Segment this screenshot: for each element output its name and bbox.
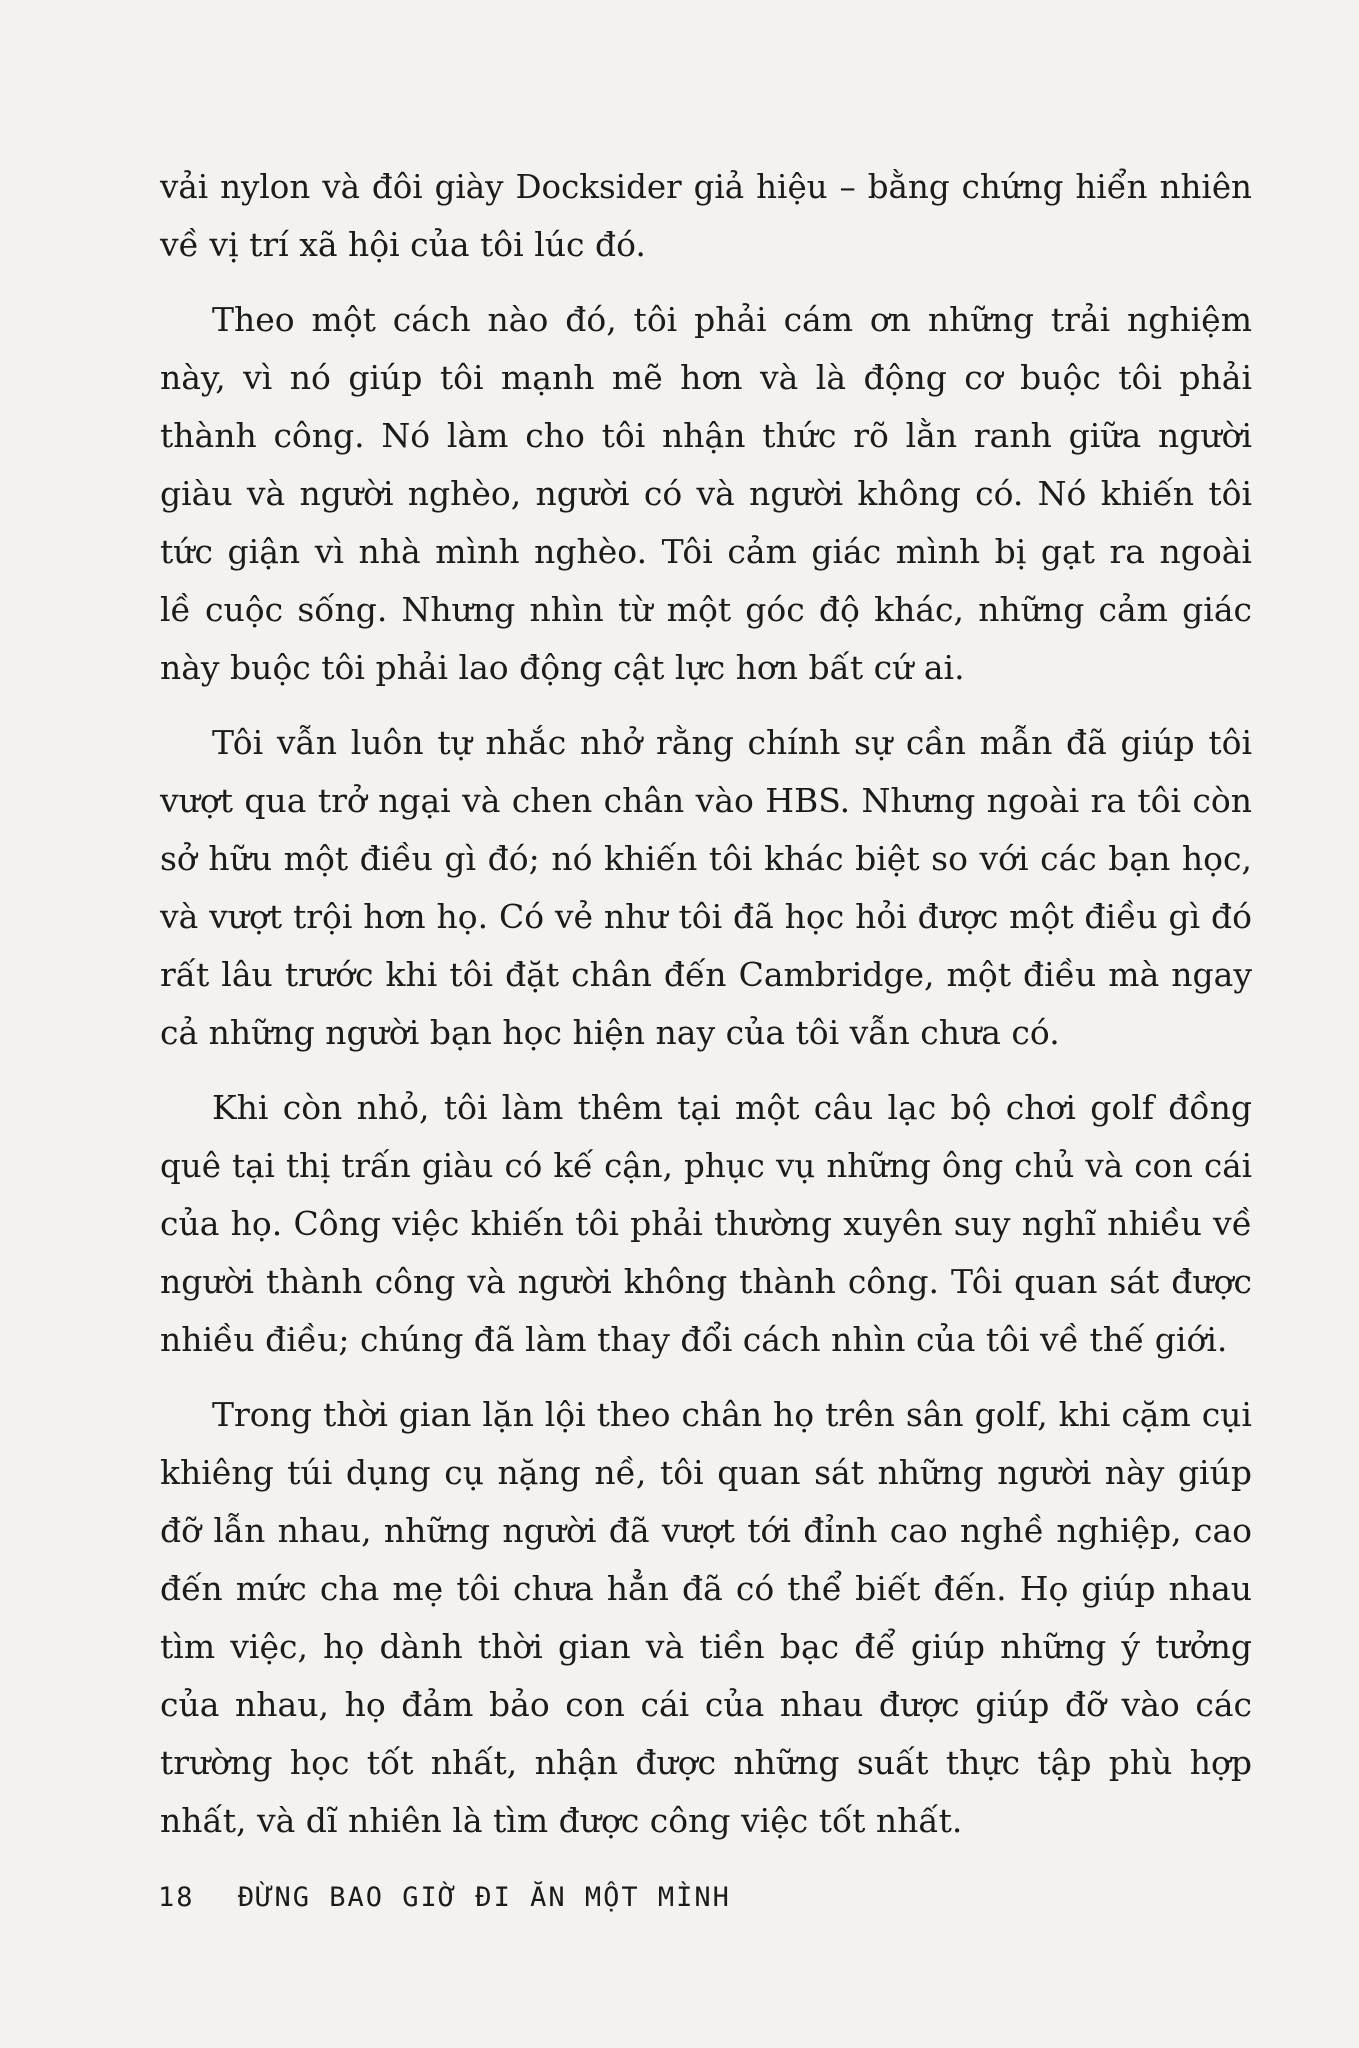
text-line: nhiều điều; chúng đã làm thay đổi cách nhìn của tôi về thế giới. xyxy=(160,1320,1228,1359)
text-line: Khi còn nhỏ, tôi làm thêm tại một câu lạc bộ chơi golf đồng xyxy=(212,1088,1252,1127)
text-line: nhất, và dĩ nhiên là tìm được công việc tốt nhất. xyxy=(160,1801,963,1840)
text-line: người thành công và người không thành công. Tôi quan sát được xyxy=(160,1262,1252,1301)
text-line: này, vì nó giúp tôi mạnh mẽ hơn và là động cơ buộc tôi phải xyxy=(160,358,1252,397)
text-line: của họ. Công việc khiến tôi phải thường xuyên suy nghĩ nhiều về xyxy=(160,1204,1252,1243)
text-line: và vượt trội hơn họ. Có vẻ như tôi đã học hỏi được một điều gì đó xyxy=(160,897,1252,936)
page-footer xyxy=(158,1882,731,1913)
text-line: đỡ lẫn nhau, những người đã vượt tới đỉnh cao nghề nghiệp, cao xyxy=(160,1511,1252,1550)
paragraph xyxy=(160,291,1252,697)
text-line: lề cuộc sống. Nhưng nhìn từ một góc độ khác, những cảm giác xyxy=(160,590,1252,629)
paragraph xyxy=(160,1079,1252,1369)
text-line: Tôi vẫn luôn tự nhắc nhở rằng chính sự cần mẫn đã giúp tôi xyxy=(212,723,1252,762)
text-line: đến mức cha mẹ tôi chưa hẳn đã có thể biết đến. Họ giúp nhau xyxy=(160,1569,1252,1608)
paragraph xyxy=(160,714,1252,1062)
text-line: rất lâu trước khi tôi đặt chân đến Cambridge, một điều mà ngay xyxy=(160,955,1252,994)
running-title: ĐỪNG BAO GIỜ ĐI ĂN MỘT MÌNH xyxy=(238,1882,731,1913)
text-line: giàu và người nghèo, người có và người không có. Nó khiến tôi xyxy=(160,474,1252,513)
text-line: Theo một cách nào đó, tôi phải cám ơn những trải nghiệm xyxy=(212,300,1252,339)
text-line: trường học tốt nhất, nhận được những suất thực tập phù hợp xyxy=(160,1743,1252,1782)
text-line: vải nylon và đôi giày Docksider giả hiệu – bằng chứng hiển nhiên xyxy=(160,168,1252,206)
text-line: tìm việc, họ dành thời gian và tiền bạc để giúp những ý tưởng xyxy=(160,1627,1252,1666)
text-line: của nhau, họ đảm bảo con cái của nhau được giúp đỡ vào các xyxy=(160,1685,1252,1724)
page-number: 18 xyxy=(158,1882,195,1913)
paragraph xyxy=(160,1386,1252,1850)
body-text xyxy=(160,158,1252,1867)
text-line: sở hữu một điều gì đó; nó khiến tôi khác biệt so với các bạn học, xyxy=(160,839,1252,878)
text-line: thành công. Nó làm cho tôi nhận thức rõ lằn ranh giữa người xyxy=(160,416,1252,455)
text-line: quê tại thị trấn giàu có kế cận, phục vụ những ông chủ và con cái xyxy=(160,1147,1252,1185)
text-line: cả những người bạn học hiện nay của tôi vẫn chưa có. xyxy=(160,1013,1060,1052)
paragraph xyxy=(160,158,1252,274)
text-line: khiêng túi dụng cụ nặng nề, tôi quan sát những người này giúp xyxy=(160,1453,1252,1492)
text-line: về vị trí xã hội của tôi lúc đó. xyxy=(160,225,646,264)
text-line: tức giận vì nhà mình nghèo. Tôi cảm giác mình bị gạt ra ngoài xyxy=(160,532,1252,571)
text-line: Trong thời gian lặn lội theo chân họ trên sân golf, khi cặm cụi xyxy=(212,1395,1252,1434)
text-line: vượt qua trở ngại và chen chân vào HBS. Nhưng ngoài ra tôi còn xyxy=(160,781,1252,820)
text-line: này buộc tôi phải lao động cật lực hơn bất cứ ai. xyxy=(160,648,965,687)
